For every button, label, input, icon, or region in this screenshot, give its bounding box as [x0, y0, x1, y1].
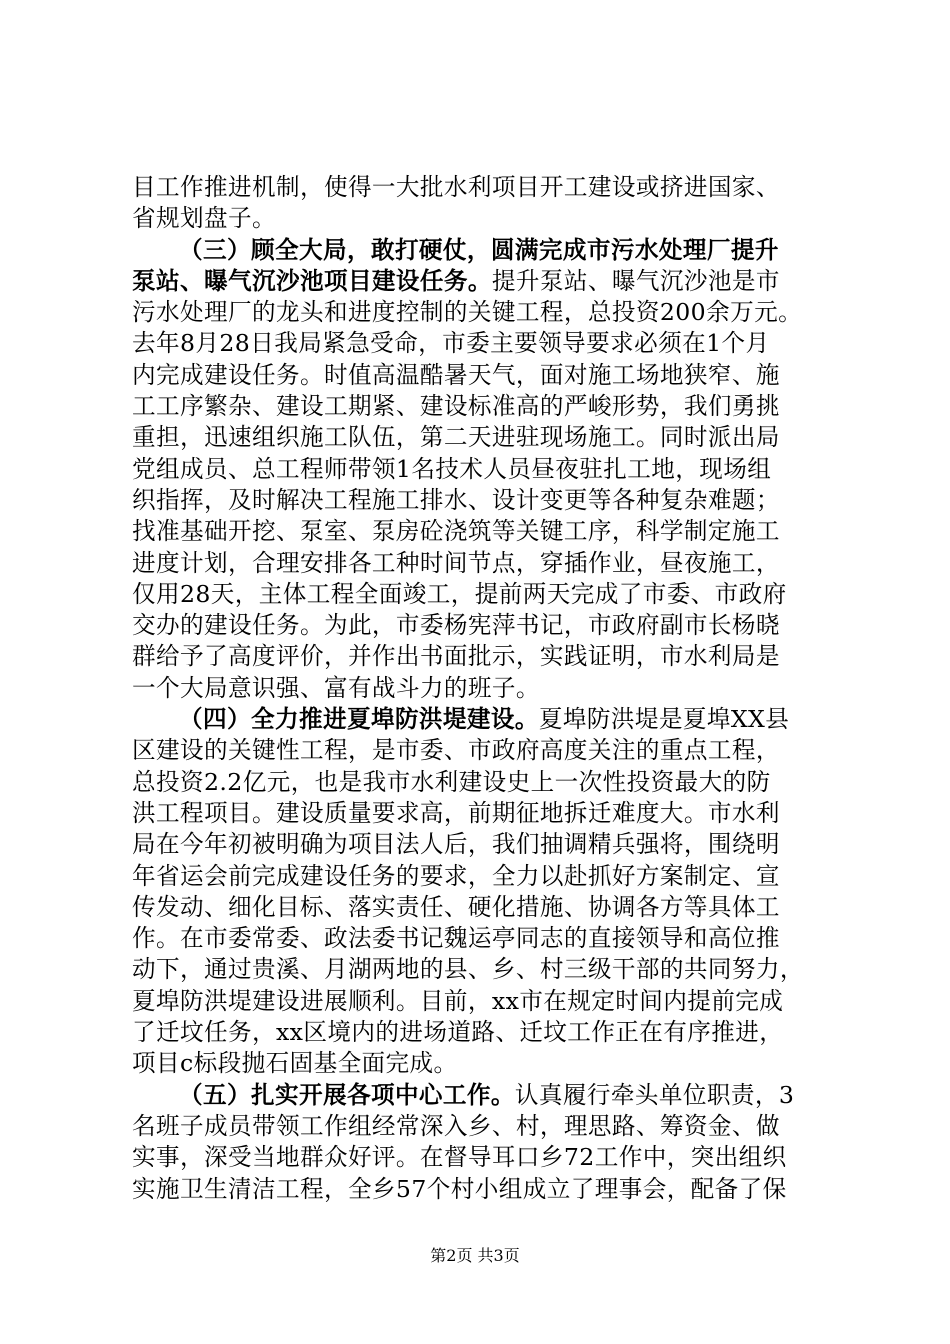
body-text: 织指挥，及时解决工程施工排水、设计变更等各种复杂难题； [132, 485, 780, 514]
text-line [132, 297, 822, 328]
text-line [132, 704, 822, 735]
text-line [132, 1080, 822, 1111]
body-text: 区建设的关键性工程，是市委、市政府高度关注的重点工程， [132, 736, 780, 765]
body-text: 作。在市委常委、政法委书记魏运亭同志的直接领导和高位推 [132, 924, 780, 953]
body-text: 动下，通过贵溪、月湖两地的县、乡、村三级干部的共同努力， [132, 955, 804, 984]
text-line [132, 1174, 822, 1205]
text-line [132, 735, 822, 766]
text-line [132, 923, 822, 954]
text-line [132, 986, 822, 1017]
body-text: 年省运会前完成建设任务的要求，全力以赴抓好方案制定、宣 [132, 861, 780, 890]
body-text: 夏埠防洪堤是夏埠XX县 [538, 705, 790, 734]
text-line [132, 172, 822, 203]
text-line [132, 1111, 822, 1142]
text-line [132, 954, 822, 985]
text-line [132, 610, 822, 641]
text-line [132, 266, 822, 297]
document-body [132, 172, 822, 1205]
body-text: 夏埠防洪堤建设进展顺利。目前，xx市在规定时间内提前完成 [132, 986, 784, 1015]
body-text: 内完成建设任务。时值高温酷暑天气，面对施工场地狭窄、施 [132, 360, 780, 389]
text-line [132, 861, 822, 892]
page-footer: 第2页 共3页 [430, 1246, 520, 1265]
body-text: 了迁坟任务，xx区境内的进场道路、迁坟工作正在有序推进， [132, 1018, 784, 1047]
bold-heading-text: （四）全力推进夏埠防洪堤建设。 [179, 705, 539, 734]
text-line [132, 641, 822, 672]
body-text: 省规划盘子。 [132, 204, 276, 233]
body-text: 项目c标段抛石固基全面完成。 [132, 1049, 458, 1078]
text-line [132, 422, 822, 453]
body-text: 党组成员、总工程师带领1名技术人员昼夜驻扎工地，现场组 [132, 454, 772, 483]
text-line [132, 892, 822, 923]
text-line [132, 235, 822, 266]
body-text: 群给予了高度评价，并作出书面批示，实践证明，市水利局是 [132, 642, 780, 671]
text-line [132, 767, 822, 798]
text-line [132, 203, 822, 234]
text-line [132, 1142, 822, 1173]
text-line [132, 1048, 822, 1079]
text-line [132, 1017, 822, 1048]
text-line [132, 798, 822, 829]
text-line [132, 391, 822, 422]
body-text: 仅用28天，主体工程全面竣工，提前两天完成了市委、市政府 [132, 579, 787, 608]
bold-heading-text: （五）扎实开展各项中心工作。 [179, 1080, 515, 1109]
body-text: 找准基础开挖、泵室、泵房砼浇筑等关键工序，科学制定施工 [132, 517, 780, 546]
body-text: 交办的建设任务。为此，市委杨宪萍书记，市政府副市长杨晓 [132, 611, 780, 640]
bold-heading-text: 泵站、曝气沉沙池项目建设任务。 [132, 266, 492, 295]
text-line [132, 673, 822, 704]
body-text: 总投资2.2亿元，也是我市水利建设史上一次性投资最大的防 [132, 767, 771, 796]
body-text: 去年8月28日我局紧急受命，市委主要领导要求必须在1个月 [132, 329, 770, 358]
text-line [132, 516, 822, 547]
bold-heading-text: （三）顾全大局，敢打硬仗，圆满完成市污水处理厂提升 [179, 235, 779, 264]
text-line [132, 454, 822, 485]
body-text: 认真履行牵头单位职责，3 [514, 1080, 795, 1109]
text-line [132, 360, 822, 391]
text-line [132, 579, 822, 610]
text-line [132, 548, 822, 579]
body-text: 实事，深受当地群众好评。在督导耳口乡72工作中，突出组织 [132, 1143, 787, 1172]
body-text: 污水处理厂的龙头和进度控制的关键工程，总投资200余万元。 [132, 298, 803, 327]
body-text: 洪工程项目。建设质量要求高，前期征地拆迁难度大。市水利 [132, 798, 780, 827]
body-text: 传发动、细化目标、落实责任、硬化措施、协调各方等具体工 [132, 892, 780, 921]
body-text: 目工作推进机制，使得一大批水利项目开工建设或挤进国家、 [132, 173, 780, 201]
body-text: 提升泵站、曝气沉沙池是市 [491, 266, 780, 295]
body-text: 名班子成员带领工作组经常深入乡、村，理思路、筹资金、做 [132, 1111, 780, 1140]
body-text: 一个大局意识强、富有战斗力的班子。 [132, 673, 540, 702]
body-text: 进度计划，合理安排各工种时间节点，穿插作业，昼夜施工， [132, 548, 780, 577]
body-text: 工工序繁杂、建设工期紧、建设标准高的严峻形势，我们勇挑 [132, 392, 780, 421]
body-text: 实施卫生清洁工程，全乡57个村小组成立了理事会，配备了保 [132, 1174, 787, 1203]
text-line [132, 485, 822, 516]
text-line [132, 328, 822, 359]
body-text: 重担，迅速组织施工队伍，第二天进驻现场施工。同时派出局 [132, 423, 780, 452]
text-line [132, 829, 822, 860]
body-text: 局在今年初被明确为项目法人后，我们抽调精兵强将，围绕明 [132, 830, 780, 859]
